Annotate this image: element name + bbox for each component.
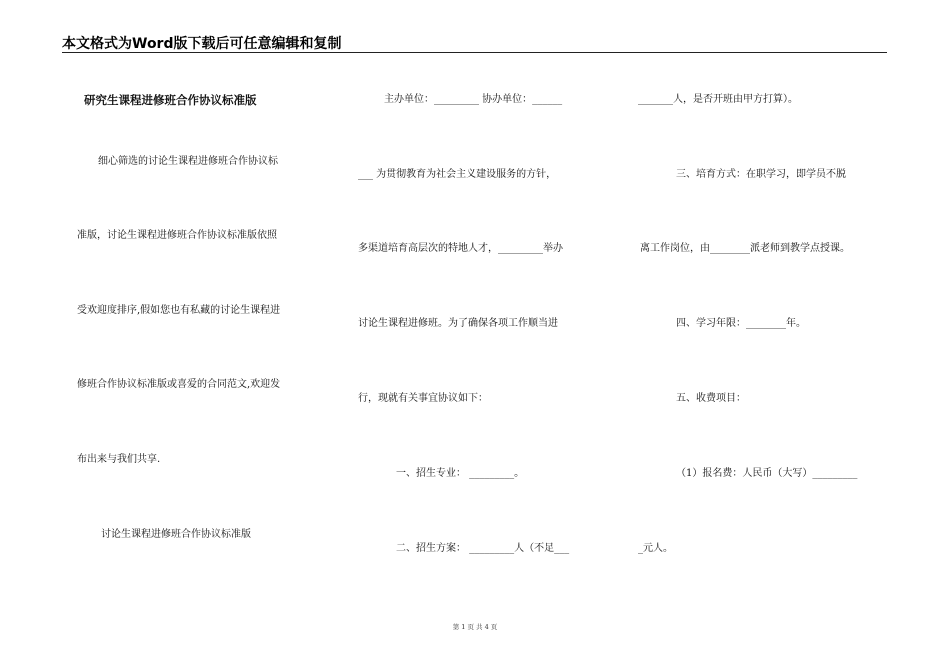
document-header-title: 本文格式为Word版下载后可任意编辑和复制	[62, 36, 342, 52]
right-line-5: 五、收费项目：	[676, 393, 746, 404]
middle-line-7: 二、招生方案： _________人（不足___	[396, 543, 570, 554]
right-line-2: 三、培育方式：在职学习，即学员不脱	[676, 169, 846, 180]
header-divider	[62, 52, 887, 53]
middle-line-4: 讨论生课程进修班。为了确保各项工作顺当进	[358, 318, 558, 329]
left-line-4: 修班合作协议标准版或喜爱的合同范文,欢迎发	[77, 379, 281, 390]
right-line-3: 离工作岗位，由________派老师到教学点授课。	[640, 243, 850, 254]
right-line-6: （1）报名费：人民币（大写）_________	[676, 468, 858, 479]
left-line-1: 细心筛选的讨论生课程进修班合作协议标	[98, 156, 278, 167]
middle-line-6: 一、招生专业： _________。	[396, 468, 525, 479]
left-line-2: 准版，讨论生课程进修班合作协议标准版依照	[77, 230, 277, 241]
middle-line-1: 主办单位：_________ 协办单位：______	[384, 94, 563, 105]
right-line-1: _______人，是否开班由甲方打算）。	[638, 94, 798, 105]
left-line-3: 受欢迎度排序,假如您也有私藏的讨论生课程进	[77, 305, 281, 316]
right-line-7: _元人。	[638, 543, 673, 554]
page-number-footer: 第 1 页 共 4 页	[452, 623, 498, 631]
right-line-4: 四、学习年限：________年。	[676, 318, 806, 329]
middle-line-5: 行，现就有关事宜协议如下：	[358, 393, 488, 404]
left-line-6: 讨论生课程进修班合作协议标准版	[101, 529, 251, 540]
middle-line-3: 多渠道培育高层次的特地人才，_________举办	[358, 243, 563, 254]
left-line-5: 布出来与我们共享.	[77, 454, 161, 465]
middle-line-2: ___ 为贯彻教育为社会主义建设服务的方针，	[358, 169, 557, 180]
document-title: 研究生课程进修班合作协议标准版	[84, 93, 257, 107]
